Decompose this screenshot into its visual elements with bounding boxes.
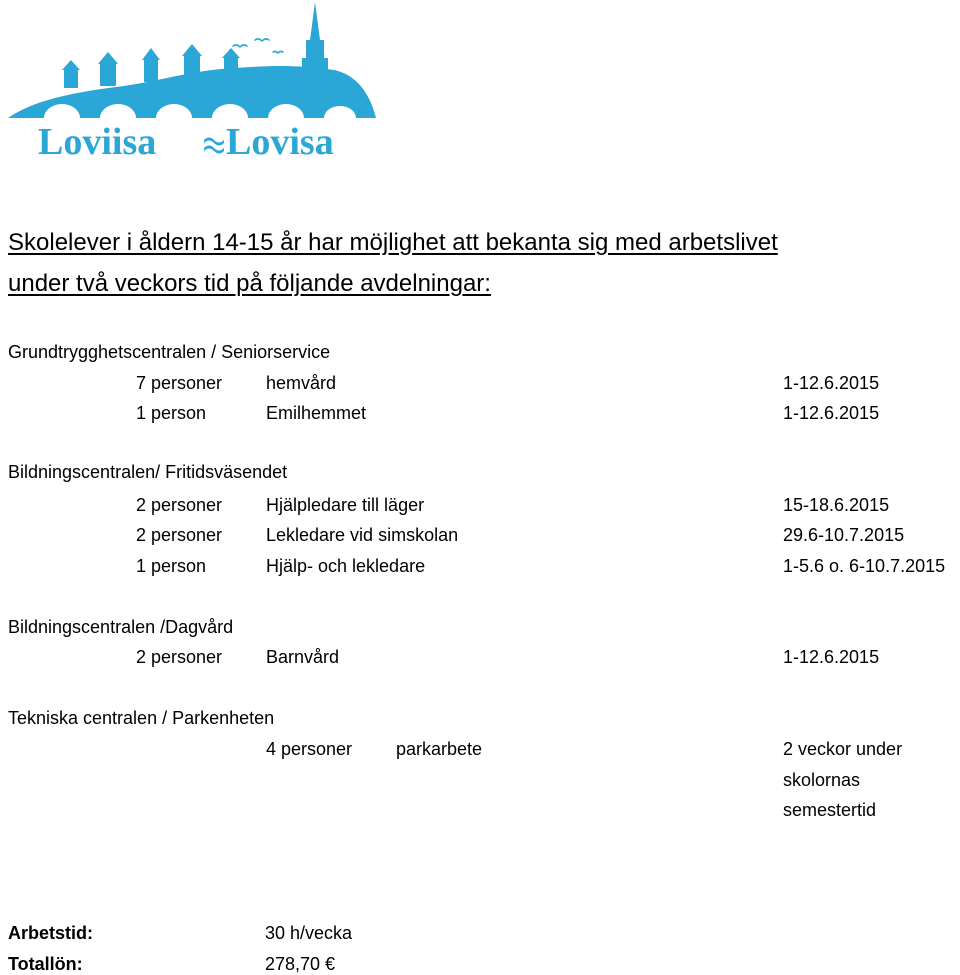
page-heading [8, 222, 953, 304]
row-count: 4 personer [266, 739, 353, 759]
town-skyline-icon [4, 0, 388, 162]
row-date-line-1: 2 veckor under [783, 739, 903, 759]
row-count: 2 personer [136, 647, 223, 667]
row-task: Hjälp- och lekledare [266, 556, 426, 576]
row-date: 1-12.6.2015 [783, 403, 880, 423]
row-task: hemvård [266, 373, 337, 393]
row-task: Barnvård [266, 647, 340, 667]
row-date: 1-12.6.2015 [783, 373, 880, 393]
row-date: 15-18.6.2015 [783, 495, 890, 515]
row-task: parkarbete [396, 739, 483, 759]
heading-line-2: under två veckors tid på följande avdelningar: [8, 270, 491, 297]
row-task: Hjälpledare till läger [266, 495, 425, 515]
row-date: 1-5.6 o. 6-10.7.2015 [783, 556, 946, 576]
list-item [0, 555, 960, 577]
logo-text-right: Lovisa [226, 121, 334, 162]
section-title-dagvard: Bildningscentralen /Dagvård [8, 617, 234, 637]
row-count: 2 personer [136, 495, 223, 515]
row-task: Emilhemmet [266, 403, 367, 423]
section-title-fritidsvasendet: Bildningscentralen/ Fritidsväsendet [8, 462, 288, 482]
row-count: 1 person [136, 403, 207, 423]
list-item [0, 402, 960, 424]
list-item [0, 646, 960, 668]
heading-line-1: Skolelever i åldern 14-15 år har möjlighet att bekanta sig med arbetslivet [8, 229, 778, 256]
row-date: 29.6-10.7.2015 [783, 525, 905, 545]
salary-value: 278,70 € [265, 954, 336, 974]
worktime-value: 30 h/vecka [265, 923, 353, 943]
row-date: 1-12.6.2015 [783, 647, 880, 667]
section-title-parkenheten: Tekniska centralen / Parkenheten [8, 708, 275, 728]
row-task: Lekledare vid simskolan [266, 525, 459, 545]
row-count: 1 person [136, 556, 207, 576]
list-item [0, 494, 960, 516]
row-date-line-3: semestertid [783, 800, 877, 820]
row-count: 2 personer [136, 525, 223, 545]
list-item [0, 372, 960, 394]
worktime-label: Arbetstid: [8, 923, 93, 943]
logo-text-left: Loviisa [38, 121, 157, 162]
row-count: 7 personer [136, 373, 223, 393]
section-title-seniorservice: Grundtrygghetscentralen / Seniorservice [8, 342, 331, 362]
loviisa-lovisa-logo [4, 0, 388, 162]
row-date-line-2: skolornas [783, 770, 861, 790]
list-item [0, 524, 960, 546]
salary-label: Totallön: [8, 954, 83, 974]
